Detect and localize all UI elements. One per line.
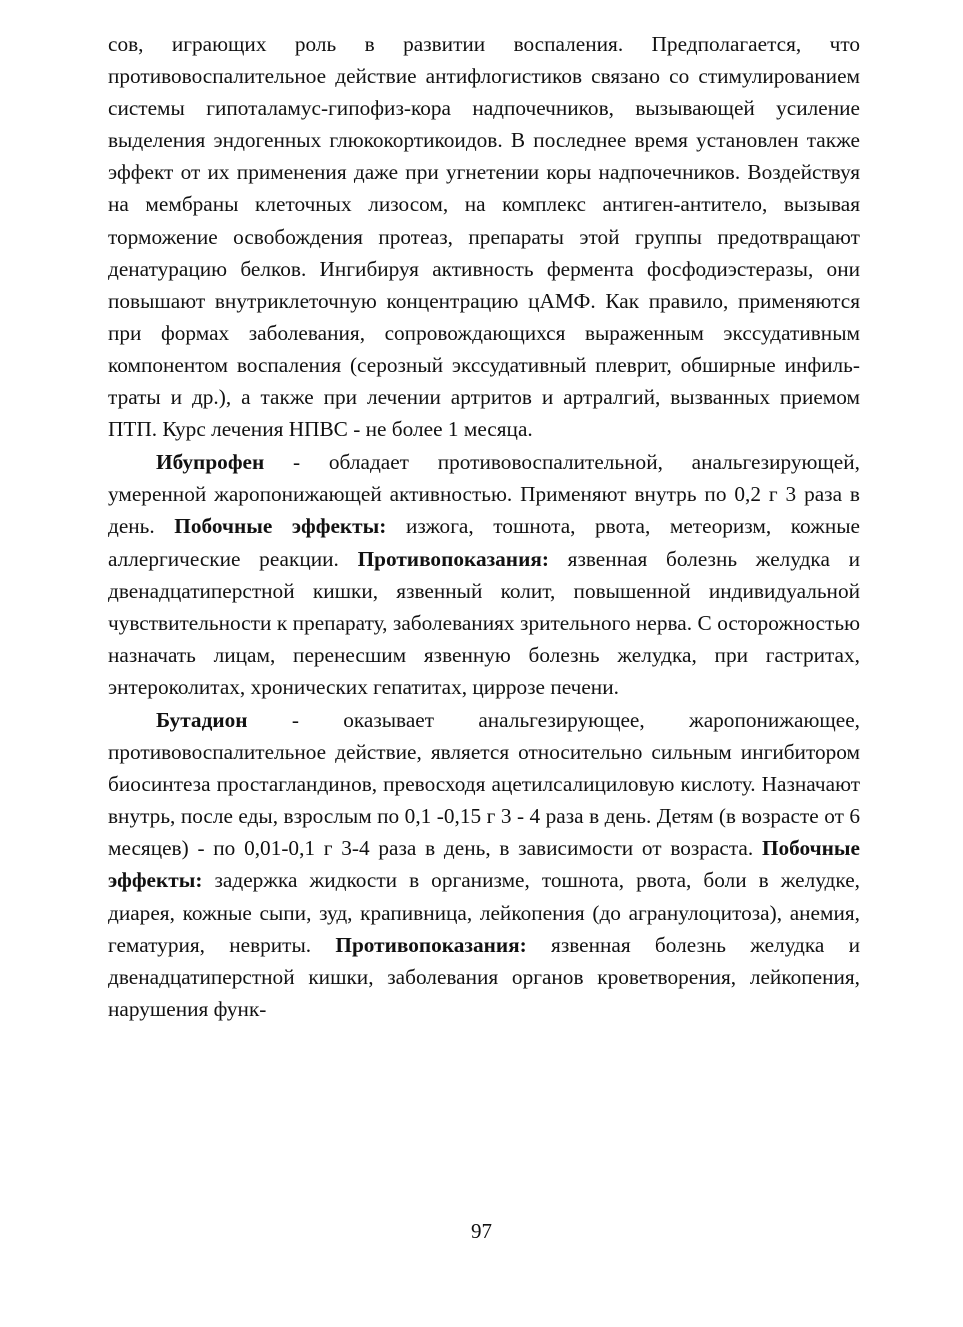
ibuprofen-side-effects-label: Побочные эффекты: [174, 514, 387, 539]
ibuprofen-paragraph [108, 446, 860, 703]
butadion-side-effects-text: задержка жидкости в организме, тошнота, рвота, боли в желудке, диарея, кожные сыпи, зуд, крапивница, лейкопения (до агранулоцитоза), анемия, гематурия, невриты. [108, 868, 860, 957]
page-number: 97 [471, 1219, 492, 1243]
drug-name-butadion: Бутадион [156, 707, 248, 732]
butadion-paragraph [108, 704, 860, 1025]
intro-paragraph: сов, играющих роль в развитии воспаления. Предполагается, что противовоспалительное действие антифлогистиков связано со стимулированием системы гипоталамус-гипофиз-кора надпочечников, вызывающей усиление выделения эндогенных глюкокортикоидов. В последнее время установлен также эффект от их применения даже при угнетении коры надпочечников. Воздействуя на мембраны клеточных лизосом, на комплекс антиген-антитело, вызывая торможение освобождения протеаз, препараты этой группы предотвращают денатурацию белков. Ингибируя активность фермента фосфодиэстеразы, они повышают внутриклеточную концентрацию цАМФ. Как правило, применяются при формах заболевания, сопровождающихся выраженным экссудативным компонентом воспаления (серозный экссудативный плеврит, обширные инфильтраты и др.), а также при лечении артритов и артралгий, вызванных приемом ПТП. Курс лечения НПВС - не более 1 месяца. [108, 32, 860, 442]
ibuprofen-description: - обладает противовоспалительной, анальгезирующей, умеренной жаропонижающей активностью. Применяют внутрь по 0,2 г 3 раза в день. [108, 450, 860, 539]
butadion-contraindications-text: язвенная болезнь желудка и двенадцатиперстной кишки, заболевания органов кроветворения, лейкопения, нарушения функ- [108, 932, 860, 1021]
ibuprofen-side-effects-text: изжога, тошнота, рвота, метеоризм, кожные аллергические реакции. [108, 514, 860, 571]
butadion-description: - оказывает анальгезирующее, жаропонижающее, противовоспалительное действие, является относительно сильным ингибитором биосинтеза простагландинов, превосходя ацетилсалициловую кислоту. Назначают внутрь, после еды, взрослым по 0,1 -0,15 г 3 - 4 раза в день. Детям (в возрасте от 6 месяцев) - по 0,01-0,1 г 3-4 раза в день, в зависимости от возраста. [108, 707, 860, 861]
ibuprofen-contraindications-text: язвенная болезнь желудка и двенадцатиперстной кишки, язвенный колит, повышенной индивидуальной чувствительности к препарату, заболеваниях зрительного нерва. С осторожностью назначать лицам, перенесшим язвенную болезнь желудка, при гастритах, энтероколитах, хронических гепатитах, циррозе печени. [108, 546, 861, 699]
butadion-contraindications-label: Противопоказания: [335, 932, 527, 957]
butadion-side-effects-label: Побочные эффекты: [108, 836, 860, 893]
ibuprofen-contraindications-label: Противопоказания: [357, 546, 549, 571]
drug-name-ibuprofen: Ибупрофен [156, 450, 265, 475]
page-body [108, 28, 860, 1025]
